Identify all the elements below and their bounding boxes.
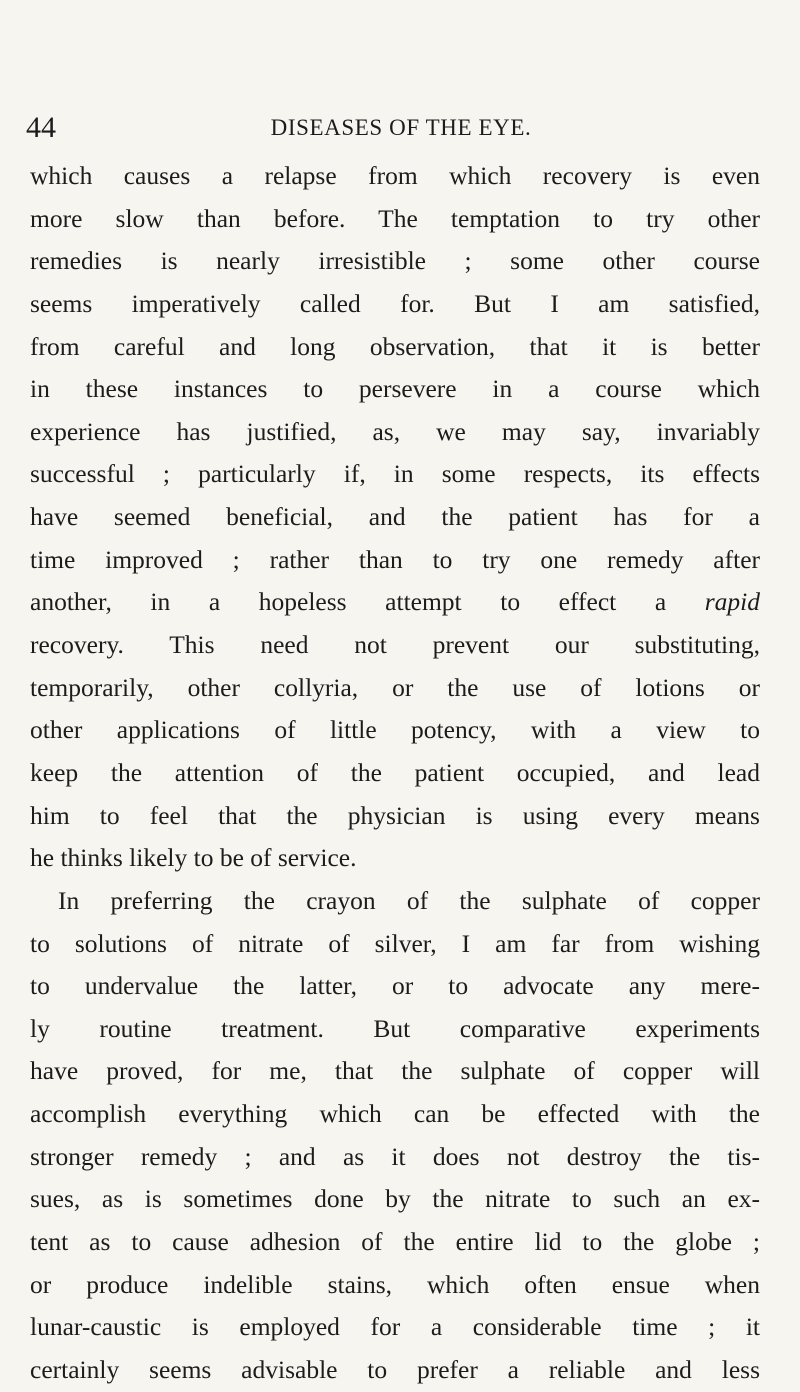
text-line: or produce indelible stains, which often ensue when [30, 1269, 760, 1299]
text-line [30, 581, 760, 624]
text-run: another, in a hopeless attempt to effect a [30, 587, 705, 617]
text-line: from careful and long observation, that it is better [30, 331, 760, 361]
text-line: successful ; particularly if, in some respects, its effects [30, 459, 760, 489]
running-head: DISEASES OF THE EYE. [270, 115, 532, 140]
text-line: time improved ; rather than to try one remedy after [30, 544, 760, 574]
text-line: sues, as is sometimes done by the nitrate to such an ex- [30, 1184, 760, 1214]
text-line: to solutions of nitrate of silver, I am far from wishing [30, 928, 760, 958]
text-line: recovery. This need not prevent our substituting, [30, 630, 760, 660]
text-line: tent as to cause adhesion of the entire lid to the globe ; [30, 1227, 760, 1257]
text-line: have proved, for me, that the sulphate of copper will [30, 1056, 760, 1086]
text-line: temporarily, other collyria, or the use of lotions or [30, 672, 760, 702]
text-line: ly routine treatment. But comparative experiments [30, 1013, 760, 1043]
text-line: remedies is nearly irresistible ; some other course [30, 246, 760, 276]
text-line: certainly seems advisable to prefer a reliable and less [30, 1354, 760, 1384]
text-line: stronger remedy ; and as it does not destroy the tis- [30, 1141, 760, 1171]
paragraph-end-line: he thinks likely to be of service. [30, 843, 357, 873]
text-line: which causes a relapse from which recovery is even [30, 161, 760, 190]
text-line: more slow than before. The temptation to try other [30, 203, 760, 233]
italic-word: rapid [704, 587, 760, 617]
text-line: accomplish everything which can be effected with the [30, 1099, 760, 1129]
text-line: to undervalue the latter, or to advocate any mere- [30, 971, 760, 1001]
text-line: keep the attention of the patient occupied, and lead [30, 757, 760, 787]
text-line: seems imperatively called for. But I am satisfied, [30, 288, 760, 318]
text-line: him to feel that the physician is using every means [30, 800, 760, 830]
paragraph-start-line: In preferring the crayon of the sulphate of copper [58, 885, 760, 915]
text-line: experience has justified, as, we may say, invariably [30, 416, 760, 446]
text-line: have seemed beneficial, and the patient has for a [30, 502, 760, 532]
body-text [30, 155, 760, 1392]
text-line: in these instances to persevere in a course which [30, 374, 760, 404]
text-line: lunar-caustic is employed for a considerable time ; it [30, 1312, 760, 1342]
page-header [26, 108, 766, 148]
page-number: 44 [26, 111, 56, 144]
text-line: other applications of little potency, with a view to [30, 715, 760, 745]
